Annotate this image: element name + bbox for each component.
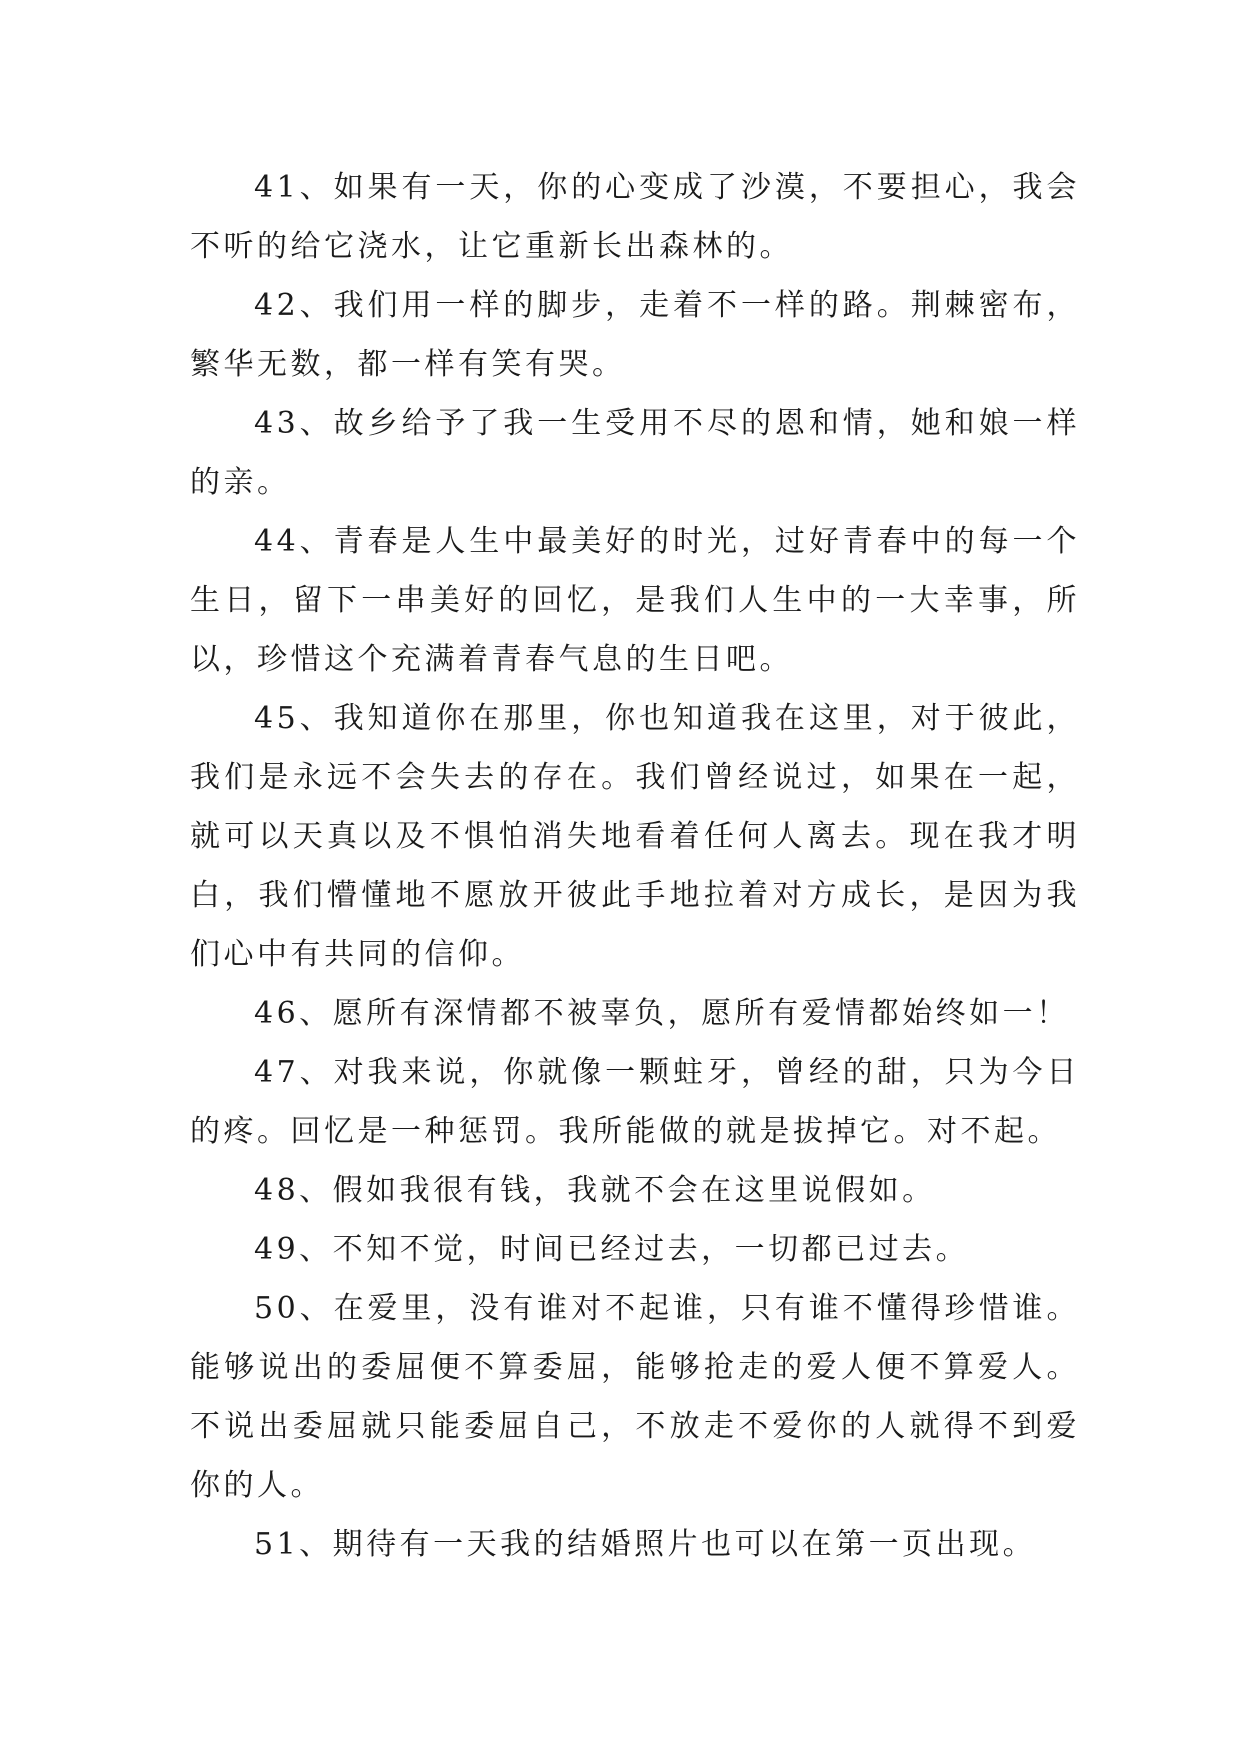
paragraph-45: 45、我知道你在那里，你也知道我在这里，对于彼此，我们是永远不会失去的存在。我们曾经说过，如果在一起，就可以天真以及不惧怕消失地看着任何人离去。现在我才明白，我们懵懂地不愿放开彼此手地拉着对方成长，是因为我们心中有共同的信仰。 — [190, 701, 1080, 972]
paragraph-48: 48、假如我很有钱，我就不会在这里说假如。 — [254, 1173, 936, 1208]
paragraph-42: 42、我们用一样的脚步，走着不一样的路。荆棘密布，繁华无数，都一样有笑有哭。 — [190, 288, 1080, 382]
paragraph-43: 43、故乡给予了我一生受用不尽的恩和情，她和娘一样的亲。 — [190, 406, 1080, 500]
paragraph-47: 47、对我来说，你就像一颗蛀牙，曾经的甜，只为今日的疼。回忆是一种惩罚。我所能做的就是拔掉它。对不起。 — [190, 1055, 1080, 1149]
paragraph-44: 44、青春是人生中最美好的时光，过好青春中的每一个生日，留下一串美好的回忆，是我们人生中的一大幸事，所以，珍惜这个充满着青春气息的生日吧。 — [190, 524, 1080, 677]
paragraph-51: 51、期待有一天我的结婚照片也可以在第一页出现。 — [254, 1527, 1037, 1562]
paragraph-49: 49、不知不觉，时间已经过去，一切都已过去。 — [254, 1232, 970, 1267]
body-text — [190, 158, 1080, 1574]
paragraph-41: 41、如果有一天，你的心变成了沙漠，不要担心，我会不听的给它浇水，让它重新长出森林的。 — [190, 170, 1080, 264]
paragraph-46: 46、愿所有深情都不被辜负，愿所有爱情都始终如一！ — [254, 996, 1070, 1031]
paragraph-50: 50、在爱里，没有谁对不起谁，只有谁不懂得珍惜谁。能够说出的委屈便不算委屈，能够抢走的爱人便不算爱人。不说出委屈就只能委屈自己，不放走不爱你的人就得不到爱你的人。 — [190, 1291, 1080, 1503]
